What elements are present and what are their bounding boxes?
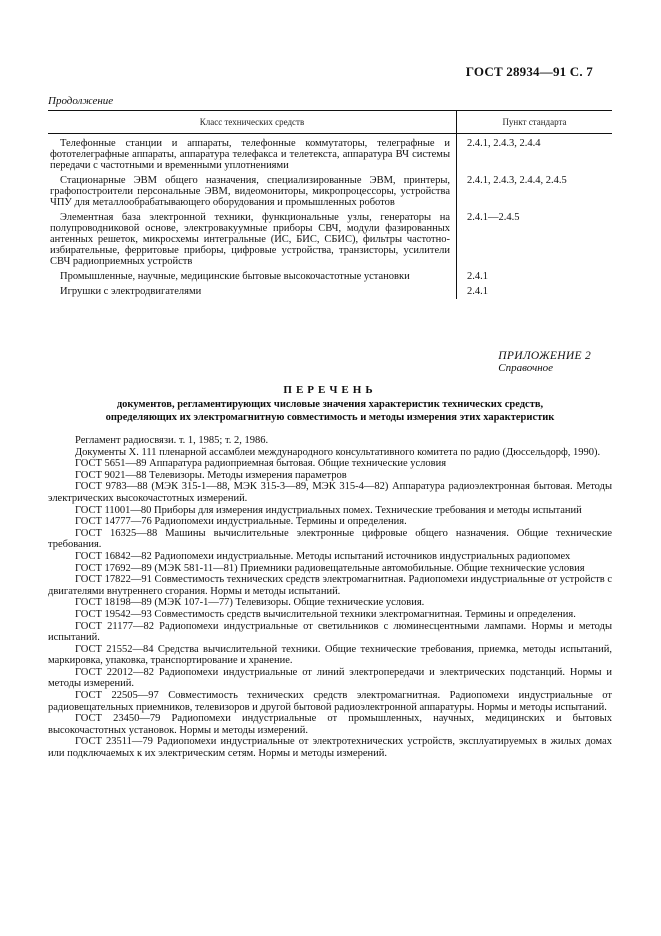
list-item: ГОСТ 21552—84 Средства вычислительной техники. Общие технические требования, приемка, методы испытаний, маркировка, упаковка, транспортирование и хранение. [48,643,612,667]
list-item: ГОСТ 16325—88 Машины вычислительные электронные цифровые общего назначения. Общие технические требования. [48,527,612,551]
table-header-class: Класс технических средств [48,111,457,134]
list-item: ГОСТ 22012—82 Радиопомехи индустриальные от линий электропередачи и электрических подстанций. Нормы и методы измерений. [48,666,612,690]
table-cell-class [48,212,457,271]
appendix-title: ПРИЛОЖЕНИЕ 2 [498,350,591,362]
table-header-row [48,111,612,134]
reference-list [48,435,612,760]
cell-text: Игрушки с электродвигателями [60,286,202,297]
table-row [48,134,612,176]
list-subtitle-line: определяющих их электромагнитную совместимость и методы измерения этих характеристик [105,412,555,423]
list-item: ГОСТ 23511—79 Радиопомехи индустриальные от электротехнических устройств, эксплуатируемых в жилых домах или подключаемых к их электрическим сетям. Нормы и методы измерений. [48,736,612,760]
table-row [48,212,612,271]
appendix-note: Справочное [498,362,554,374]
table-cell-clause: 2.4.1—2.4.5 [467,212,520,223]
list-item: ГОСТ 21177—82 Радиопомехи индустриальные от светильников с люминесцентными лампами. Нормы и методы испытаний. [48,620,612,644]
technical-means-table [48,110,612,299]
list-item: ГОСТ 9021—88 Телевизоры. Методы измерения параметров [75,469,347,481]
table-cell-class [48,286,457,299]
list-item: ГОСТ 16842—82 Радиопомехи индустриальные. Методы испытаний источников индустриальных радиопомех [75,550,571,562]
list-item: ГОСТ 9783—88 (МЭК 315-1—88, МЭК 315-3—89, МЭК 315-4—82) Аппаратура радиоэлектронная бытовая. Методы электрических высокочастотных измерений. [48,481,612,504]
table-row [48,271,612,286]
table-cell-clause: 2.4.1, 2.4.3, 2.4.4, 2.4.5 [467,175,567,186]
list-item: Документы X. 111 пленарной ассамблеи международного консультативного комитета по радио (Дюссельдорф, 1990). [75,446,601,458]
appendix-label [498,350,591,374]
list-subtitle-line: документов, регламентирующих числовые значения характеристик технических средств, [116,399,544,410]
cell-text: Элементная база электронной техники, функциональные узлы, генераторы на полупроводниковой основе, электровакуумные приборы СВЧ, модули фазированных антенных решеток, микросхемы интегральные (ИС, БИС, СБИС), фильтры частотно-избирательные, ферритовые приборы, цифровые устройства, транзисторы, усилители СВЧ радиоприемных устройств [50,212,450,267]
list-item: ГОСТ 19542—93 Совместимость средств вычислительной техники электромагнитная. Термины и определения. [75,608,576,620]
list-item: Регламент радиосвязи. т. 1, 1985; т. 2, 1986. [75,435,269,446]
list-subtitle [48,398,612,424]
table-row [48,286,612,299]
table-cell-clause: 2.4.1, 2.4.3, 2.4.4 [467,138,541,149]
list-item: ГОСТ 5651—89 Аппаратура радиоприемная бытовая. Общие технические условия [75,458,447,470]
table-cell-class [48,175,457,212]
list-item: ГОСТ 23450—79 Радиопомехи индустриальные от промышленных, научных, медицинских и бытовых высокочастотных установок. Нормы и методы измерений. [48,713,612,736]
list-item: ГОСТ 18198—89 (МЭК 107-1—77) Телевизоры. Общие технические условия. [75,597,425,609]
table-cell-clause: 2.4.1 [467,271,488,282]
continuation-label: Продолжение [48,95,114,107]
table-cell-class [48,271,457,286]
table-header-clause: Пункт стандарта [457,111,613,134]
list-item: ГОСТ 22505—97 Совместимость технических средств электромагнитная. Радиопомехи индустриальные от радиовещательных приемников, телевизоров и другой бытовой радиоэлектронной аппаратуры. Нормы и методы испытаний. [48,690,612,713]
list-item: ГОСТ 11001—80 Приборы для измерения индустриальных помех. Технические требования и методы испытаний [75,504,582,516]
page-header: ГОСТ 28934—91 С. 7 [465,64,593,79]
list-item: ГОСТ 17822—91 Совместимость технических средств электромагнитная. Радиопомехи индустриальные от устройств с двигателями внутреннего сгорания. Нормы и методы испытаний. [48,574,612,597]
list-item: ГОСТ 14777—76 Радиопомехи индустриальные. Термины и определения. [75,516,407,528]
cell-text: Телефонные станции и аппараты, телефонные коммутаторы, телеграфные и фототелеграфные аппараты, аппаратура телефакса и телетекста, аппаратура ВЧ системы передачи с частотными и временными уплотнениями [50,138,450,171]
table-cell-clause: 2.4.1 [467,286,488,297]
list-item: ГОСТ 17692—89 (МЭК 581-11—81) Приемники радиовещательные автомобильные. Общие технические условия [75,562,585,574]
list-title: ПЕРЕЧЕНЬ [283,384,377,396]
table-cell-class [48,134,457,176]
cell-text: Промышленные, научные, медицинские бытовые высокочастотные установки [60,271,410,282]
table-row [48,175,612,212]
cell-text: Стационарные ЭВМ общего назначения, специализированные ЭВМ, принтеры, графопостроители персональные ЭВМ, видеомониторы, микропроцессоры, устройства ЧПУ для металлообрабатывающего оборудования и промышленных роботов [50,175,450,208]
